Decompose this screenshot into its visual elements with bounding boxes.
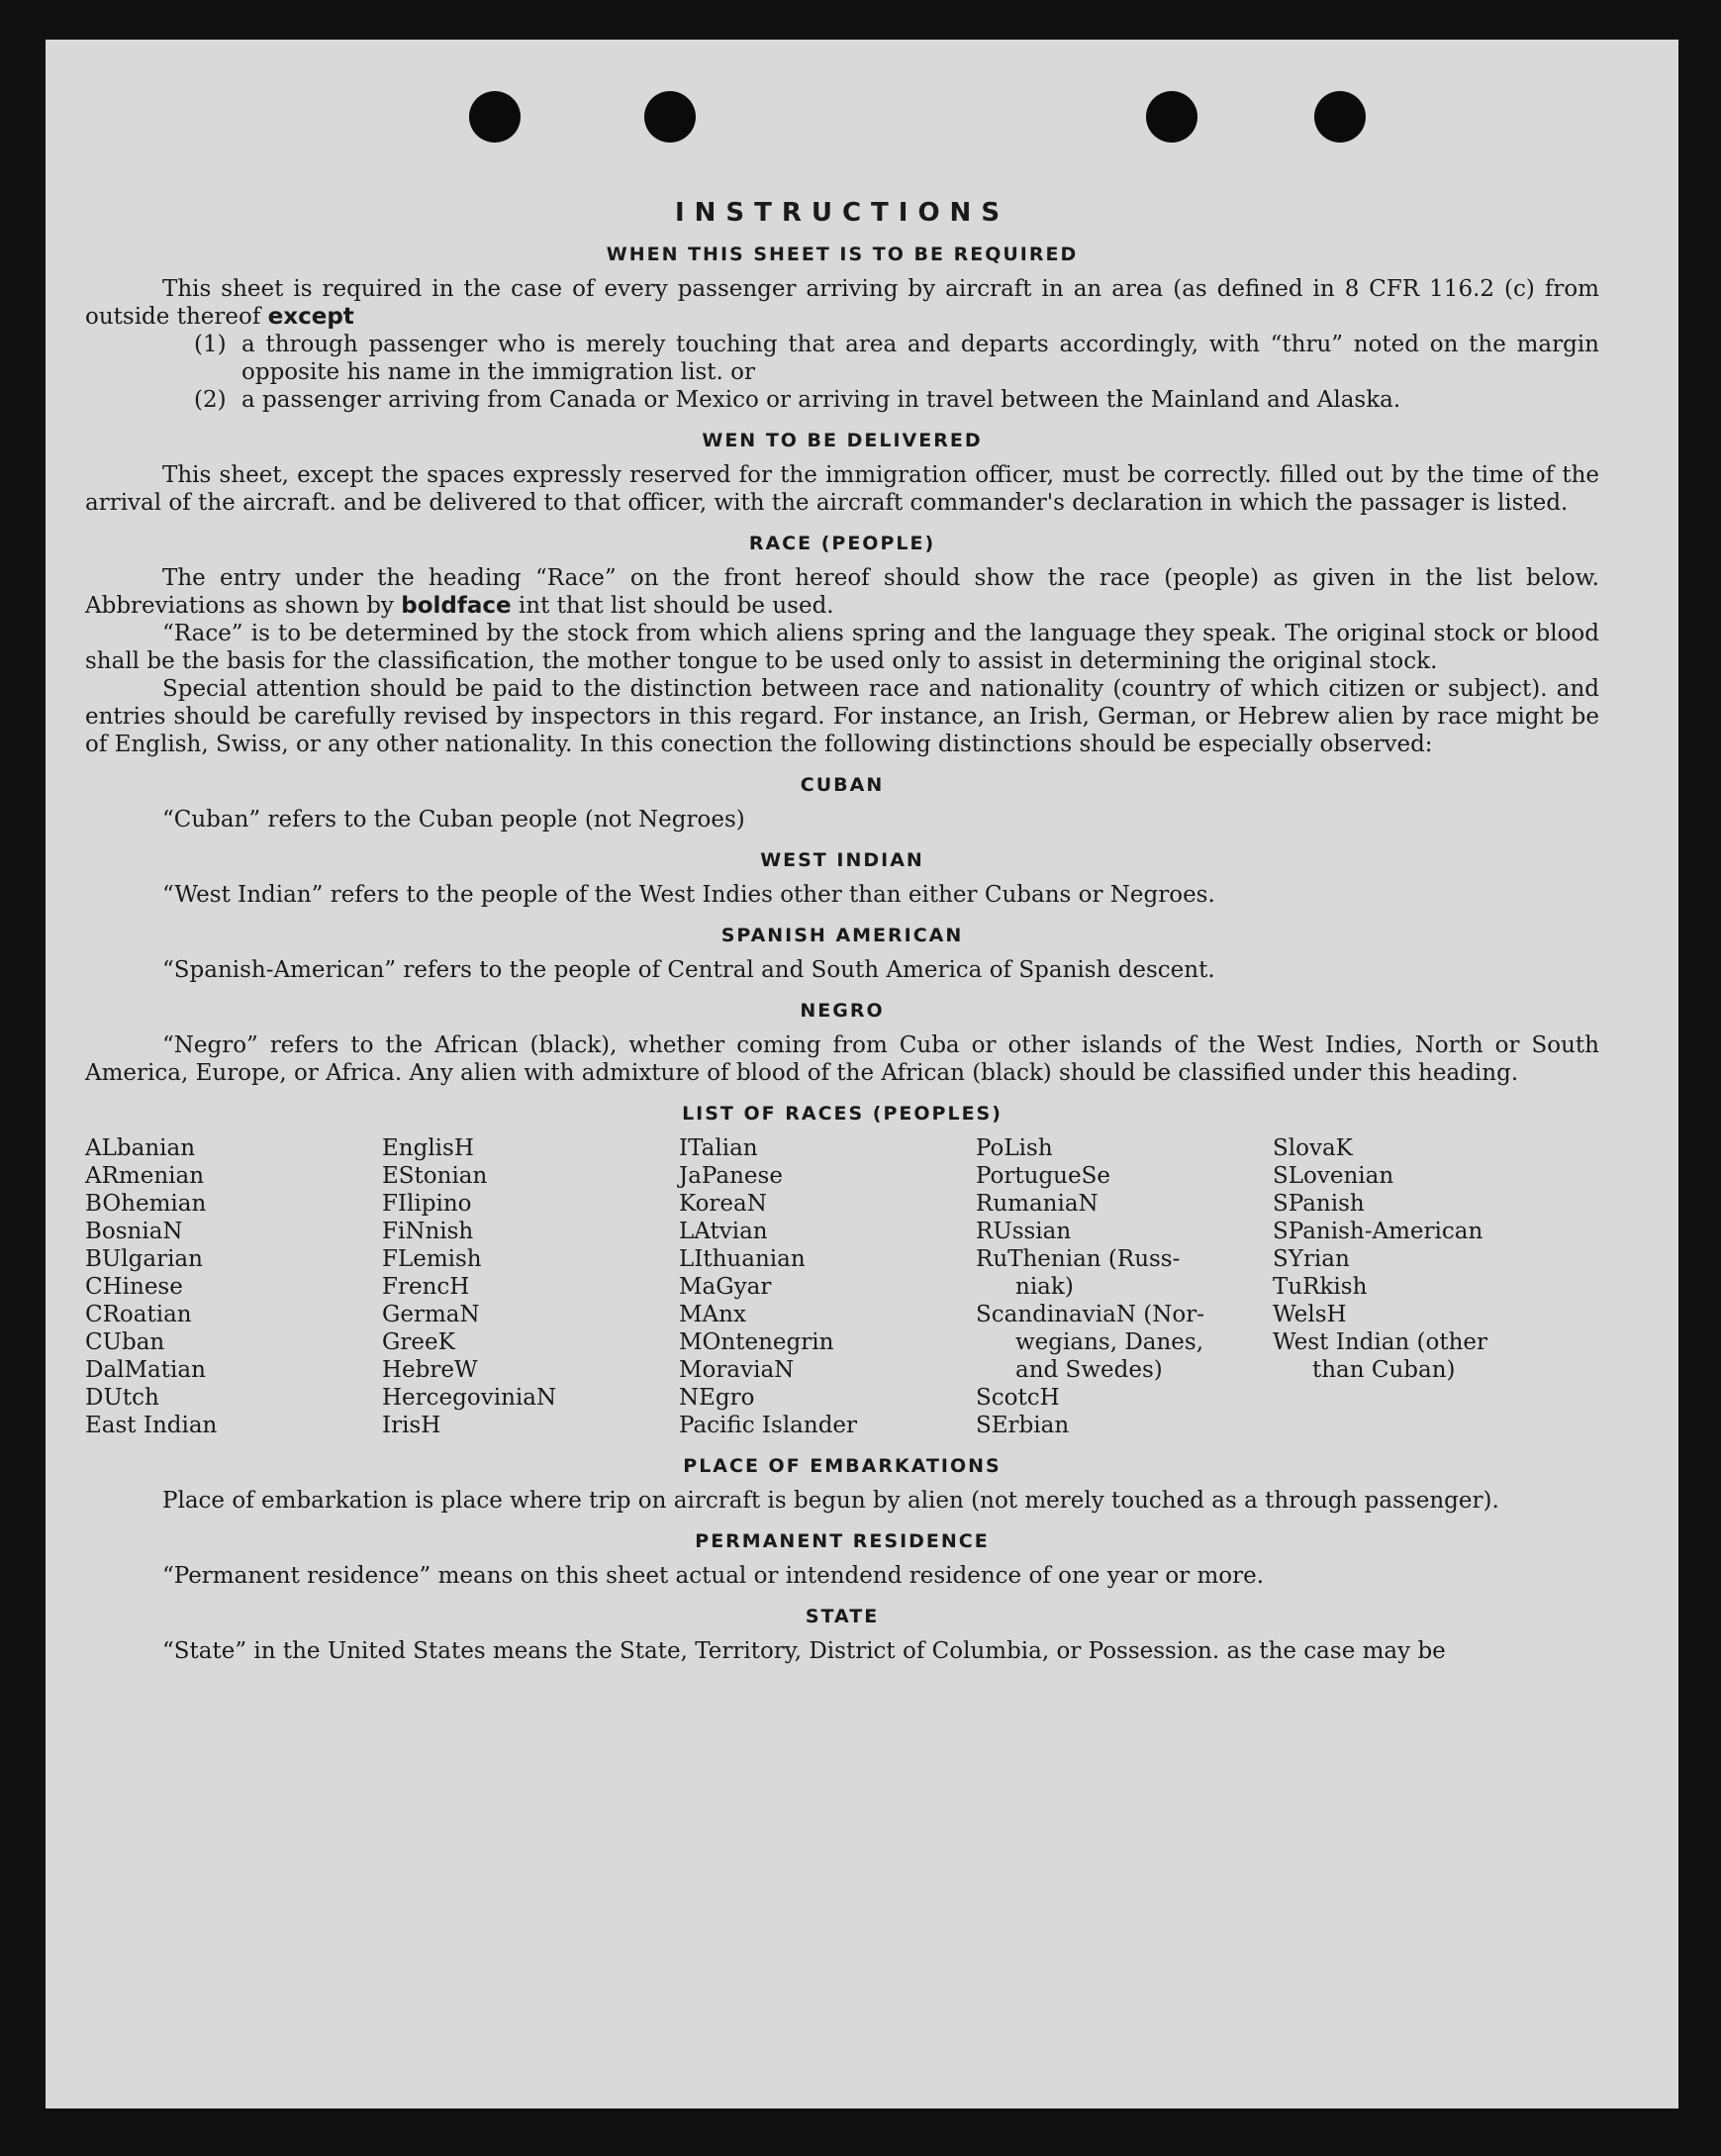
race-entry: EnglisH	[382, 1135, 474, 1161]
race-entry: MAnx	[679, 1302, 746, 1327]
race-entry: DUtch	[85, 1385, 159, 1411]
paragraph-race-nationality: Special attention should be paid to the distinction between race and nationality (country of which citizen or subject). and entries should be carefully revised by inspectors in this regard. For instance, an Irish, German, or Hebrew alien by race might be of English, Swiss, or any other nationality. In this conection the following distinctions should be especially observed:	[85, 676, 1599, 757]
paragraph-when-delivered: This sheet, except the spaces expressly reserved for the immigration officer, must be correctly. filled out by the time of the arrival of the aircraft. and be delivered to that officer, with the aircraft commander's declaration in which the passager is listed.	[85, 462, 1599, 516]
race-entry: GermaN	[382, 1302, 480, 1327]
paragraph-permanent-residence: “Permanent residence” means on this sheet actual or intendend residence of one year or more.	[162, 1563, 1265, 1589]
punch-hole	[1314, 91, 1366, 143]
race-entry: PoLish	[976, 1135, 1053, 1161]
race-entry: SErbian	[976, 1413, 1070, 1438]
race-entry: RUssian	[976, 1219, 1072, 1244]
race-entry-continuation: and Swedes)	[1015, 1357, 1163, 1383]
race-entry: ScotcH	[976, 1385, 1060, 1411]
race-entry: LIthuanian	[679, 1246, 806, 1272]
race-entry: TuRkish	[1273, 1274, 1368, 1300]
race-entry: RuThenian (Russ-	[976, 1246, 1181, 1272]
race-entry: RumaniaN	[976, 1191, 1099, 1217]
paragraph-race-entry: The entry under the heading “Race” on the front hereof should show the race (people) as given in the list below. Abbreviations as shown by boldface int that list should be used.	[85, 565, 1599, 619]
race-entry: GreeK	[382, 1329, 455, 1355]
race-entry: LAtvian	[679, 1219, 768, 1244]
exception-list	[194, 331, 1599, 414]
race-entry: BosniaN	[85, 1219, 183, 1244]
race-entry: CHinese	[85, 1274, 183, 1300]
heading-west-indian: WEST INDIAN	[760, 849, 924, 871]
races-column	[679, 1134, 976, 1439]
race-entry: FrencH	[382, 1274, 470, 1300]
race-entry: SPanish	[1273, 1191, 1365, 1217]
race-entry: MaGyar	[679, 1274, 772, 1300]
punch-hole	[1146, 91, 1197, 143]
race-entry: WelsH	[1273, 1302, 1347, 1327]
race-entry: KoreaN	[679, 1191, 767, 1217]
punch-hole	[469, 91, 521, 143]
heading-state: STATE	[805, 1606, 880, 1627]
race-entry: East Indian	[85, 1413, 218, 1438]
document-page	[46, 40, 1678, 2108]
race-entry: EStonian	[382, 1163, 488, 1189]
races-list	[85, 1134, 1599, 1439]
races-column	[976, 1134, 1273, 1439]
race-entry: ALbanian	[85, 1135, 196, 1161]
race-entry: JaPanese	[679, 1163, 783, 1189]
race-entry: CRoatian	[85, 1302, 192, 1327]
races-column	[85, 1134, 382, 1439]
race-entry-continuation: wegians, Danes,	[1015, 1329, 1204, 1355]
list-item: (1) a through passenger who is merely touching that area and departs accordingly, with “thru” noted on the margin opposite his name in the immigration list. or	[194, 332, 1599, 385]
race-entry: SLovenian	[1273, 1163, 1394, 1189]
heading-when-delivered: WEN TO BE DELIVERED	[702, 430, 983, 451]
paragraph-when-required: This sheet is required in the case of every passenger arriving by aircraft in an area (as defined in 8 CFR 116.2 (c) from outside thereof except	[85, 276, 1599, 330]
paragraph-embarkation: Place of embarkation is place where trip on aircraft is begun by alien (not merely touched as a through passenger).	[162, 1488, 1499, 1514]
heading-embarkation: PLACE OF EMBARKATIONS	[683, 1455, 1002, 1477]
race-entry: MoraviaN	[679, 1357, 795, 1383]
race-entry: FIlipino	[382, 1191, 472, 1217]
race-entry: FLemish	[382, 1246, 482, 1272]
page-title: INSTRUCTIONS	[674, 198, 1010, 228]
race-entry-continuation: than Cuban)	[1312, 1357, 1456, 1383]
paragraph-state: “State” in the United States means the State, Territory, District of Columbia, or Possession. as the case may be	[162, 1638, 1446, 1664]
heading-negro: NEGRO	[800, 1000, 885, 1022]
race-entry-continuation: niak)	[1015, 1274, 1074, 1300]
race-entry: ScandinaviaN (Nor-	[976, 1302, 1204, 1327]
heading-cuban: CUBAN	[800, 774, 885, 796]
heading-list-of-races: LIST OF RACES (PEOPLES)	[682, 1103, 1003, 1125]
race-entry: SYrian	[1273, 1246, 1350, 1272]
race-entry: IrisH	[382, 1413, 441, 1438]
heading-permanent-residence: PERMANENT RESIDENCE	[695, 1530, 990, 1552]
heading-when-required: WHEN THIS SHEET IS TO BE REQUIRED	[606, 244, 1079, 265]
punch-hole	[644, 91, 696, 143]
race-entry: NEgro	[679, 1385, 755, 1411]
race-entry: MOntenegrin	[679, 1329, 834, 1355]
race-entry: ARmenian	[85, 1163, 205, 1189]
race-entry: SlovaK	[1273, 1135, 1353, 1161]
race-entry: BOhemian	[85, 1191, 207, 1217]
paragraph-race-definition: “Race” is to be determined by the stock from which aliens spring and the language they speak. The original stock or blood shall be the basis for the classification, the mother tongue to be used only to assist in determining the original stock.	[85, 621, 1599, 674]
paragraph-spanish-american: “Spanish-American” refers to the people of Central and South America of Spanish descent.	[162, 957, 1215, 983]
race-entry: HercegoviniaN	[382, 1385, 557, 1411]
race-entry: SPanish-American	[1273, 1219, 1483, 1244]
heading-spanish-american: SPANISH AMERICAN	[720, 925, 964, 946]
races-column	[1273, 1134, 1570, 1439]
races-column	[382, 1134, 679, 1439]
instructions-content	[85, 188, 1599, 1665]
race-entry: ITalian	[679, 1135, 758, 1161]
paragraph-negro: “Negro” refers to the African (black), whether coming from Cuba or other islands of the West Indies, North or South America, Europe, or Africa. Any alien with admixture of blood of the African (black) should be classified under this heading.	[85, 1032, 1599, 1086]
heading-race: RACE (PEOPLE)	[748, 533, 936, 554]
race-entry: BUlgarian	[85, 1246, 203, 1272]
paragraph-cuban: “Cuban” refers to the Cuban people (not Negroes)	[162, 807, 745, 833]
list-item: (2) a passenger arriving from Canada or Mexico or arriving in travel between the Mainland and Alaska.	[194, 387, 1401, 413]
race-entry: FiNnish	[382, 1219, 474, 1244]
race-entry: PortugueSe	[976, 1163, 1110, 1189]
race-entry: West Indian (other	[1273, 1329, 1488, 1355]
paragraph-west-indian: “West Indian” refers to the people of the West Indies other than either Cubans or Negroes.	[162, 882, 1215, 908]
race-entry: Pacific Islander	[679, 1413, 858, 1438]
race-entry: HebreW	[382, 1357, 478, 1383]
race-entry: DalMatian	[85, 1357, 206, 1383]
race-entry: CUban	[85, 1329, 165, 1355]
